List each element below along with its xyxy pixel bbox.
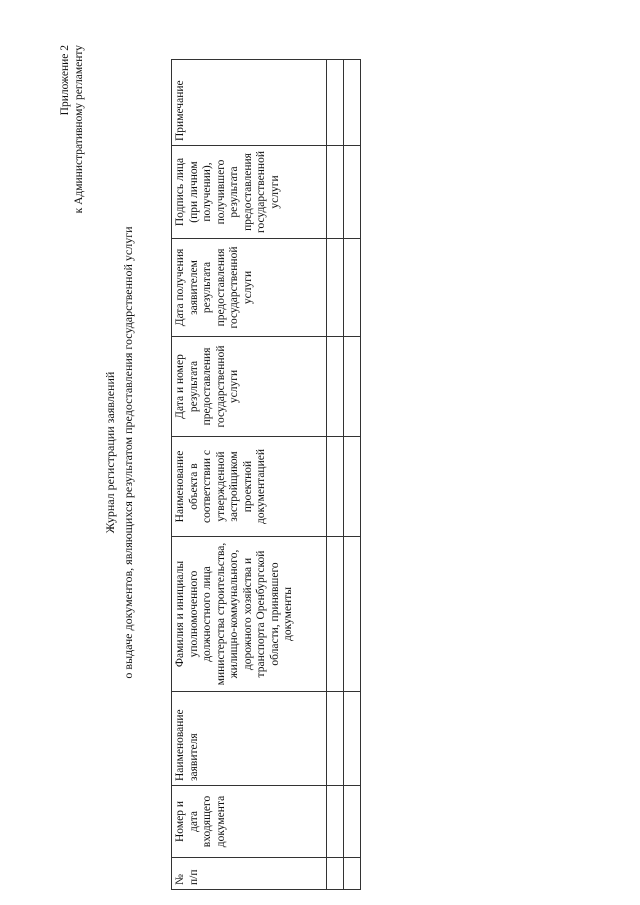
table-cell — [344, 146, 361, 239]
table-header-row — [172, 60, 327, 890]
appendix-line-1: Приложение 2 — [59, 45, 71, 116]
table-cell — [327, 858, 344, 890]
table-cell — [327, 337, 344, 437]
journal-title: Журнал регистрации заявлений — [103, 371, 117, 534]
column-header-signature: Подпись лица (при личном получении), получившего результата предоставления государственной услуги — [172, 146, 327, 239]
column-header-applicant: Наименование заявителя — [172, 692, 327, 786]
column-header-note: Примечание — [172, 60, 327, 146]
table-cell — [344, 239, 361, 337]
table-cell — [344, 537, 361, 692]
table-cell — [327, 537, 344, 692]
column-header-result-date: Дата и номер результата предоставления государственной услуги — [172, 337, 327, 437]
column-header-number: № п/п — [172, 858, 327, 890]
table-cell — [327, 437, 344, 537]
table-cell — [327, 692, 344, 786]
table-cell — [344, 437, 361, 537]
column-header-official: Фамилия и инициалы уполномоченного должностного лица министерства строительства, жилищно-коммунального, дорожного хозяйства и транспорта Оренбургской области, принявшего документы — [172, 537, 327, 692]
appendix-note — [58, 45, 86, 213]
table-cell — [344, 60, 361, 146]
table-cell — [327, 60, 344, 146]
column-header-incoming-document: Номер и дата входящего документа — [172, 786, 327, 858]
table-cell — [327, 146, 344, 239]
appendix-line-2: к Административному регламенту — [73, 45, 85, 214]
column-header-receipt-date: Дата получения заявителем результата предоставления государственной услуги — [172, 239, 327, 337]
registration-journal-table — [171, 59, 361, 890]
table-row — [327, 60, 344, 890]
table-cell — [344, 786, 361, 858]
table-row — [344, 60, 361, 890]
table-cell — [344, 858, 361, 890]
column-header-object: Наименование объекта в соответствии с утвержденной застройщиком проектной документацией — [172, 437, 327, 537]
table-cell — [327, 239, 344, 337]
journal-subtitle: о выдаче документов, являющихся результатом предоставления государственной услуги — [121, 226, 135, 679]
table-cell — [327, 786, 344, 858]
table-cell — [344, 692, 361, 786]
table-cell — [344, 337, 361, 437]
